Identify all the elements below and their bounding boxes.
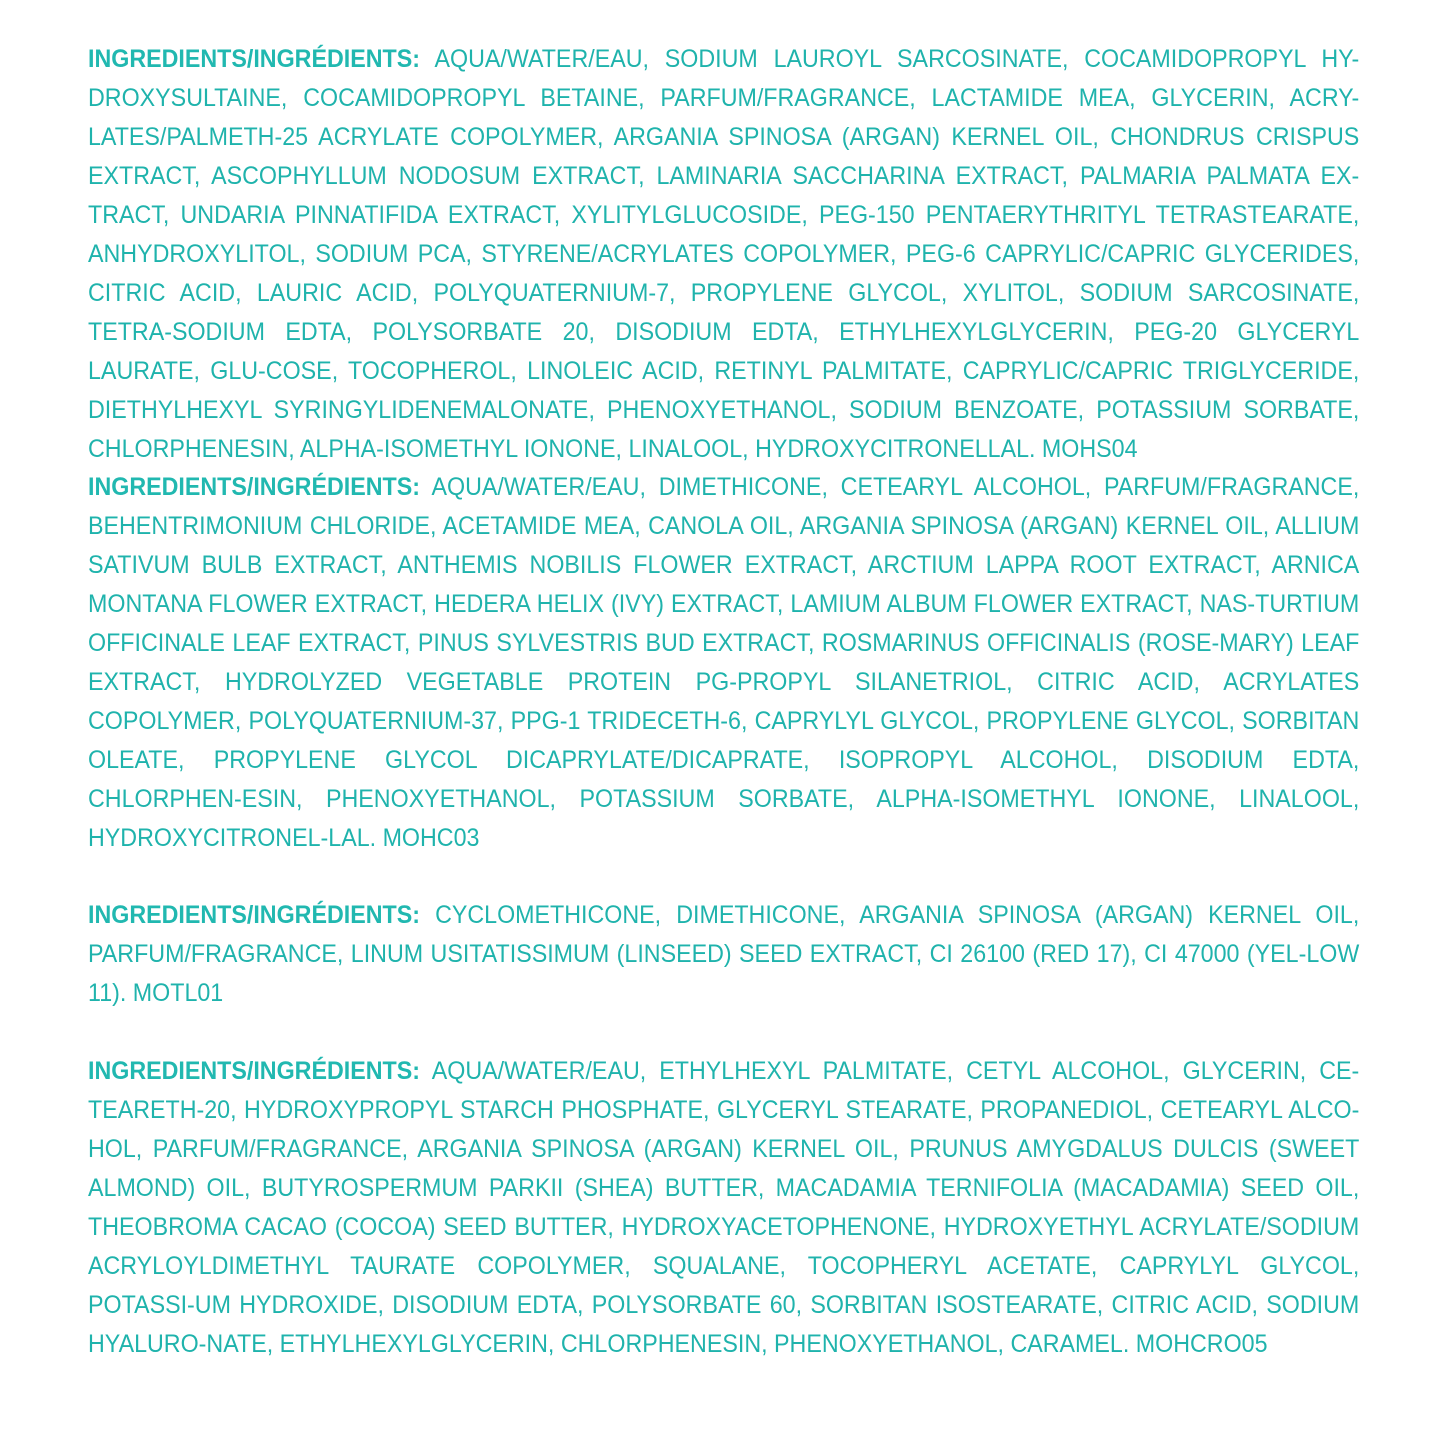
ingredients-list: AQUA/WATER/EAU, SODIUM LAUROYL SARCOSINATE, COCAMIDOPROPYL HY-DROXYSULTAINE, COCAMIDOPROPYL BETAINE, PARFUM/FRAGRANCE, LACTAMIDE MEA, GLYCERIN, ACRY-LATES/PALMETH-25 ACRYLATE COPOLYMER, ARGANIA SPINOSA (ARGAN) KERNEL OIL, CHONDRUS CRISPUS EXTRACT, ASCOPHYLLUM NODOSUM EXTRACT, LAMINARIA SACCHARINA EXTRACT, PALMARIA PALMATA EX-TRACT, UNDARIA PINNATIFIDA EXTRACT, XYLITYLGLUCOSIDE, PEG-150 PENTAERYTHRITYL TETRASTEARATE, ANHYDROXYLITOL, SODIUM PCA, STYRENE/ACRYLATES COPOLYMER, PEG-6 CAPRYLIC/CAPRIC GLYCERIDES, CITRIC ACID, LAURIC ACID, POLYQUATERNIUM-7, PROPYLENE GLYCOL, XYLITOL, SODIUM SARCOSINATE, TETRA-SODIUM EDTA, POLYSORBATE 20, DISODIUM EDTA, ETHYLHEXYLGLYCERIN, PEG-20 GLYCERYL LAURATE, GLU-COSE, TOCOPHEROL, LINOLEIC ACID, RETINYL PALMITATE, CAPRYLIC/CAPRIC TRIGLYCERIDE, DIETHYLHEXYL SYRINGYLIDENEMALONATE, PHENOXYETHANOL, SODIUM BENZOATE, POTASSIUM SORBATE, CHLORPHENESIN, ALPHA-ISOMETHYL IONONE, LINALOOL, HYDROXYCITRONELLAL. MOHS04 — [88, 45, 1360, 463]
ingredients-block-shampoo — [88, 40, 1359, 468]
ingredients-block-conditioner — [88, 468, 1359, 896]
ingredients-list: AQUA/WATER/EAU, DIMETHICONE, CETEARYL ALCOHOL, PARFUM/FRAGRANCE, BEHENTRIMONIUM CHLORIDE, ACETAMIDE MEA, CANOLA OIL, ARGANIA SPINOSA (ARGAN) KERNEL OIL, ALLIUM SATIVUM BULB EXTRACT, ANTHEMIS NOBILIS FLOWER EXTRACT, ARCTIUM LAPPA ROOT EXTRACT, ARNICA MONTANA FLOWER EXTRACT, HEDERA HELIX (IVY) EXTRACT, LAMIUM ALBUM FLOWER EXTRACT, NAS-TURTIUM OFFICINALE LEAF EXTRACT, PINUS SYLVESTRIS BUD EXTRACT, ROSMARINUS OFFICINALIS (ROSE-MARY) LEAF EXTRACT, HYDROLYZED VEGETABLE PROTEIN PG-PROPYL SILANETRIOL, CITRIC ACID, ACRYLATES COPOLYMER, POLYQUATERNIUM-37, PPG-1 TRIDECETH-6, CAPRYLYL GLYCOL, PROPYLENE GLYCOL, SORBITAN OLEATE, PROPYLENE GLYCOL DICAPRYLATE/DICAPRATE, ISOPROPYL ALCOHOL, DISODIUM EDTA, CHLORPHEN-ESIN, PHENOXYETHANOL, POTASSIUM SORBATE, ALPHA-ISOMETHYL IONONE, LINALOOL, HYDROXYCITRONEL-LAL. MOHC03 — [88, 473, 1360, 852]
ingredients-list: CYCLOMETHICONE, DIMETHICONE, ARGANIA SPINOSA (ARGAN) KERNEL OIL, PARFUM/FRAGRANCE, LINUM USITATISSIMUM (LINSEED) SEED EXTRACT, CI 26100 (RED 17), CI 47000 (YEL-LOW 11). MOTL01 — [88, 901, 1360, 1007]
ingredients-label: INGREDIENTS/INGRÉDIENTS: — [88, 1057, 420, 1085]
ingredients-block-hand-cream — [88, 1052, 1359, 1364]
ingredients-block-oil-treatment — [88, 896, 1359, 1052]
ingredients-label: INGREDIENTS/INGRÉDIENTS: — [88, 45, 420, 73]
ingredients-document — [88, 40, 1360, 1364]
ingredients-list: AQUA/WATER/EAU, ETHYLHEXYL PALMITATE, CETYL ALCOHOL, GLYCERIN, CE-TEARETH-20, HYDROXYPROPYL STARCH PHOSPHATE, GLYCERYL STEARATE, PROPANEDIOL, CETEARYL ALCO-HOL, PARFUM/FRAGRANCE, ARGANIA SPINOSA (ARGAN) KERNEL OIL, PRUNUS AMYGDALUS DULCIS (SWEET ALMOND) OIL, BUTYROSPERMUM PARKII (SHEA) BUTTER, MACADAMIA TERNIFOLIA (MACADAMIA) SEED OIL, THEOBROMA CACAO (COCOA) SEED BUTTER, HYDROXYACETOPHENONE, HYDROXYETHYL ACRYLATE/SODIUM ACRYLOYLDIMETHYL TAURATE COPOLYMER, SQUALANE, TOCOPHERYL ACETATE, CAPRYLYL GLYCOL, POTASSI-UM HYDROXIDE, DISODIUM EDTA, POLYSORBATE 60, SORBITAN ISOSTEARATE, CITRIC ACID, SODIUM HYALURO-NATE, ETHYLHEXYLGLYCERIN, CHLORPHENESIN, PHENOXYETHANOL, CARAMEL. MOHCRO05 — [88, 1057, 1360, 1358]
ingredients-label: INGREDIENTS/INGRÉDIENTS: — [88, 473, 420, 501]
ingredients-label: INGREDIENTS/INGRÉDIENTS: — [88, 901, 420, 929]
